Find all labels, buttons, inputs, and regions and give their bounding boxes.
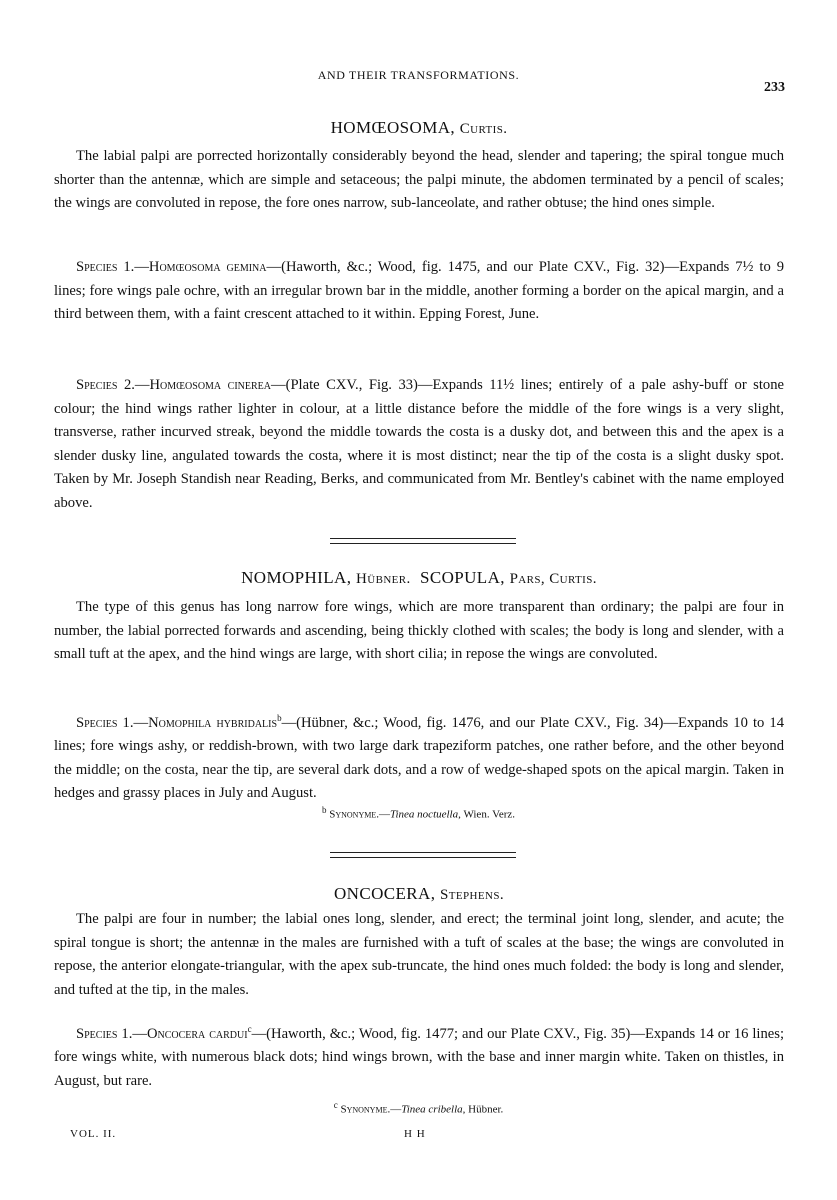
species-paragraph [54,1018,784,1093]
running-head: AND THEIR TRANSFORMATIONS. [317,68,520,82]
section-nomophila-heading [54,568,784,588]
footnote-marker: b [277,713,282,723]
species-text: —(Hübner, &c.; Wood, fig. 1476, and our Plate CXV., Fig. 34)—Expands 10 to 14 lines; fore wings ashy, or reddish-brown, with two large dark trapeziform patches, one rather before, and the other beyond the middle; on the costa, near the tip, are several dark dots, and a row of wedge-shaped spots on the apical margin. Taken in hedges and grassy places in July and August. [54,714,785,802]
section-homoeosoma-heading [54,118,784,138]
species-label: Species 1.—Oncocera cardui [76,1025,248,1042]
species-label: Species 2.—Homœosoma cinerea [76,377,271,393]
genus-heading [54,118,784,138]
synonym-genus: SCOPULA, [419,568,505,587]
section-divider [330,538,516,544]
description-text: The palpi are four in number; the labial ones long, slender, and erect; the terminal joint long, slender, and acute; the spiral tongue is short; the antennæ in the males are furnished with a tuft of scales at the base; the wings are convoluted in repose, the anterior elongate-triangular, with the apex sub-truncate, the hind ones much folded: the body is long and slender, and tufted at the tip, in the males. [54,911,784,998]
page-number: 233 [764,80,785,95]
genus-name: HOMŒOSOMA, [330,118,456,137]
species-entry [54,256,784,327]
species-paragraph [54,374,784,515]
footnote-source: Wien. Verz. [463,808,516,821]
species-text: —(Plate CXV., Fig. 33)—Expands 11½ lines; entirely of a pale ashy-buff or stone colour; the hind wings rather lighter in colour, at a little distance before the middle of the fore wings is a very slight, transverse, rather incurved streak, beyond the middle towards the costa is a dusky dot, and between this and the apex is a slender dusky line, angulated towards the costa, where it is most distinct; near the tip of the costa is a slight dusky spot. Taken by Mr. Joseph Standish near Reading, Berks, and communicated from Mr. Bentley's cabinet with the name employed above. [54,377,784,511]
section-divider [330,852,516,858]
genus-name: NOMOPHILA, [241,568,352,587]
genus-name: ONCOCERA, [334,884,436,903]
genus-description [54,908,784,1002]
section-oncocera-heading [54,884,784,904]
species-entry [54,374,784,515]
species-entry [54,1018,784,1093]
footnote-marker: c [247,1024,252,1034]
footnote [0,805,837,821]
genus-description [54,145,784,216]
footnote-name: Tinea cribella, [401,1103,466,1116]
footnote-label: Synonyme.— [329,808,390,821]
genus-author: Curtis. [459,121,508,137]
species-label: Species 1.—Homœosoma gemina [76,259,267,275]
species-label: Species 1.—Nomophila hybridalis [76,714,278,731]
genus-author: Hübner. [356,571,411,587]
footnote-source: Hübner. [468,1103,504,1116]
footnote-marker: b [321,805,327,815]
species-entry [54,707,784,806]
footnote-label: Synonyme.— [340,1103,402,1116]
footnote-name: Tinea noctuella, [389,808,461,821]
genus-description [54,596,784,667]
genus-heading [54,568,784,588]
gathering-signature: H H [404,1128,426,1140]
footnote-marker: c [333,1100,338,1110]
description-text: The type of this genus has long narrow fore wings, which are more transparent than ordinary; the palpi are four in number, the labial porrected forwards and ascending, being thickly clothed with scales; the body is long and slender, with a small tuft at the apex, and the hind wings are large, with short cilia; in repose the wings are convoluted. [54,599,784,662]
species-text: —(Haworth, &c.; Wood, fig. 1475, and our Plate CXV., Fig. 32)—Expands 7½ to 9 lines; fore wings pale ochre, with an irregular brown bar in the middle, another forming a border on the apical margin, and a third between them, with a faint crescent attached to it within. Epping Forest, June. [54,259,784,322]
genus-author: Stephens. [440,887,504,903]
species-paragraph [54,707,784,806]
description-text: The labial palpi are porrected horizontally considerably beyond the head, slender and tapering; the spiral tongue much shorter than the antennæ, which are simple and setaceous; the palpi minute, the abdomen terminated by a pencil of scales; the wings are convoluted in repose, the fore ones narrow, sub-lanceolate, and rather obtuse; the hind ones simple. [54,148,784,211]
footnote [0,1100,837,1116]
genus-heading [54,884,784,904]
species-text: —(Haworth, &c.; Wood, fig. 1477; and our Plate CXV., Fig. 35)—Expands 14 or 16 lines; fore wings white, with numerous black dots; hind wings brown, with the base and inner margin white. Taken on thistles, in August, but rare. [54,1025,785,1089]
species-paragraph [54,256,784,327]
volume-signature: VOL. II. [70,1128,117,1140]
synonym-author: Pars, Curtis. [509,571,597,587]
